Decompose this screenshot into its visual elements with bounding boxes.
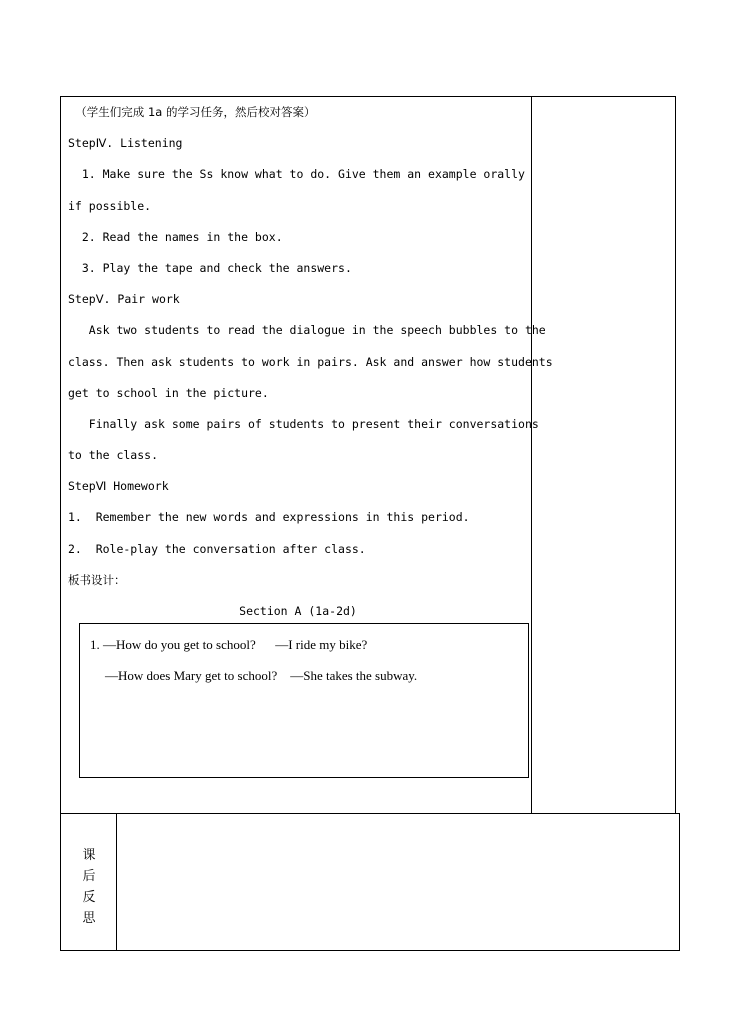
step-4-item-2: 2. Read the names in the box.	[68, 229, 283, 244]
section-title: Section A (1a-2d)	[239, 604, 357, 618]
reflection-char-3: 反	[82, 890, 96, 905]
homework-item-1: 1. Remember the new words and expressions in this period.	[68, 510, 470, 525]
step-5-para-1c: get to school in the picture.	[68, 385, 269, 400]
step-5-para-1a: Ask two students to read the dialogue in the speech bubbles to the	[68, 323, 546, 338]
notes-column	[531, 96, 677, 814]
board-design-label: 板书设计：	[68, 572, 126, 587]
step-5-para-2a: Finally ask some pairs of students to present their conversations	[68, 416, 539, 431]
step-4-item-3: 3. Play the tape and check the answers.	[68, 260, 352, 275]
lesson-content	[68, 102, 553, 632]
reflection-char-2: 后	[82, 869, 96, 884]
reflection-char-4: 思	[82, 911, 96, 926]
board-line-1: 1. —How do you get to school? —I ride my bike?	[90, 637, 368, 652]
step-4-item-1: 1. Make sure the Ss know what to do. Give them an example orally	[68, 167, 525, 182]
reflection-label	[61, 814, 117, 950]
step-6-heading: StepⅥ Homework	[68, 479, 169, 494]
step-5-heading: StepⅤ. Pair work	[68, 292, 180, 307]
reflection-char-1: 课	[82, 848, 96, 863]
homework-item-2: 2. Role-play the conversation after class.	[68, 541, 366, 556]
board-line-2: —How does Mary get to school? —She takes the subway.	[105, 668, 418, 683]
step-4-heading: StepⅣ. Listening	[68, 136, 183, 151]
reflection-table	[60, 813, 680, 951]
step-4-item-1-cont: if possible.	[68, 198, 152, 213]
reflection-content[interactable]	[117, 814, 679, 950]
task-note: （学生们完成 1a 的学习任务，然后校对答案）	[68, 105, 316, 119]
blackboard-box	[79, 623, 529, 778]
step-5-para-1b: class. Then ask students to work in pairs. Ask and answer how students	[68, 354, 553, 369]
step-5-para-2b: to the class.	[68, 448, 159, 463]
